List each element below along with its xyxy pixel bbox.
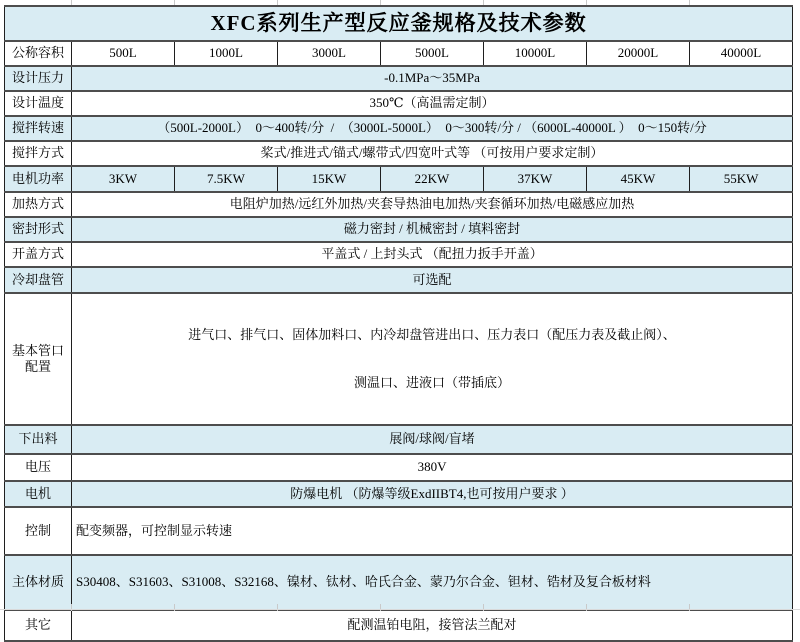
row-label-stirring-mode: 搅拌方式 — [5, 141, 72, 166]
capacity-cell-1: 1000L — [175, 41, 278, 66]
row-stirring-speed — [5, 116, 793, 141]
power-cell-2: 15KW — [278, 166, 381, 192]
row-value-control: 配变频器，可控制显示转速 — [72, 507, 793, 555]
row-label-control: 控制 — [5, 507, 72, 555]
power-cell-0: 3KW — [72, 166, 175, 192]
capacity-cell-0: 500L — [72, 41, 175, 66]
table-title-row — [5, 6, 793, 41]
capacity-cell-3: 5000L — [381, 41, 484, 66]
capacity-cell-6: 40000L — [690, 41, 793, 66]
row-nominal-capacity — [5, 41, 793, 66]
row-design-pressure — [5, 66, 793, 91]
row-stirring-mode — [5, 141, 793, 166]
row-value-basic-ports-line1: 进气口、排气口、固体加料口、内冷却盘管进出口、压力表口（配压力表及截止阀）、 — [188, 326, 676, 342]
row-value-design-pressure: -0.1MPa～35MPa — [72, 66, 793, 91]
power-cell-4: 37KW — [484, 166, 587, 192]
row-label-voltage: 电压 — [5, 454, 72, 481]
row-value-main-material: S30408、S31603、S31008、S32168、镍材、钛材、哈氏合金、蒙乃尔合金、钽材、锆材及复合板材料 — [72, 555, 793, 610]
row-voltage — [5, 454, 793, 481]
row-value-design-temperature: 350℃（高温需定制） — [72, 91, 793, 116]
power-cell-6: 55KW — [690, 166, 793, 192]
row-value-stirring-speed: （500L-2000L） 0～400转/分 / （3000L-5000L） 0～300转/分 / （6000L-40000L ） 0～150转/分 — [72, 116, 793, 141]
row-basic-ports — [5, 293, 793, 425]
row-label-seal-type: 密封形式 — [5, 217, 72, 242]
capacity-cell-5: 20000L — [587, 41, 690, 66]
row-label-basic-ports-line1: 基本管口 — [11, 342, 64, 358]
page-title: XFC系列生产型反应釜规格及技术参数 — [5, 6, 793, 41]
capacity-cell-2: 3000L — [278, 41, 381, 66]
row-label-design-pressure: 设计压力 — [5, 66, 72, 91]
row-bottom-discharge — [5, 425, 793, 454]
row-label-basic-ports-line2: 配置 — [24, 359, 51, 374]
row-value-motor: 防爆电机 （防爆等级ExdIIBT4,也可按用户要求 ） — [72, 481, 793, 507]
row-value-basic-ports-line2: 测温口、进液口（带插底） — [354, 375, 511, 391]
row-label-lid-opening: 开盖方式 — [5, 242, 72, 267]
row-seal-type — [5, 217, 793, 242]
row-value-bottom-discharge: 展阀/球阀/盲堵 — [72, 425, 793, 454]
capacity-cell-4: 10000L — [484, 41, 587, 66]
row-label-motor: 电机 — [5, 481, 72, 507]
row-motor-power — [5, 166, 793, 192]
row-value-other: 配测温铂电阻，接管法兰配对 — [72, 610, 793, 641]
row-other — [5, 610, 793, 641]
row-label-cooling-coil: 冷却盘管 — [5, 267, 72, 293]
row-value-heating-mode: 电阻炉加热/远红外加热/夹套导热油电加热/夹套循环加热/电磁感应加热 — [72, 192, 793, 217]
row-label-other: 其它 — [5, 610, 72, 641]
row-label-stirring-speed: 搅拌转速 — [5, 116, 72, 141]
power-cell-3: 22KW — [381, 166, 484, 192]
row-heating-mode — [5, 192, 793, 217]
row-value-lid-opening: 平盖式 / 上封头式 （配扭力扳手开盖） — [72, 242, 793, 267]
row-motor — [5, 481, 793, 507]
row-label-nominal-capacity: 公称容积 — [5, 41, 72, 66]
power-cell-1: 7.5KW — [175, 166, 278, 192]
row-design-temperature — [5, 91, 793, 116]
power-cell-5: 45KW — [587, 166, 690, 192]
spec-table — [4, 5, 793, 642]
row-lid-opening — [5, 242, 793, 267]
row-main-material — [5, 555, 793, 610]
row-control — [5, 507, 793, 555]
row-label-motor-power: 电机功率 — [5, 166, 72, 192]
row-value-cooling-coil: 可选配 — [72, 267, 793, 293]
row-value-basic-ports — [72, 293, 793, 425]
row-cooling-coil — [5, 267, 793, 293]
row-label-basic-ports — [5, 293, 72, 425]
row-label-heating-mode: 加热方式 — [5, 192, 72, 217]
row-value-voltage: 380V — [72, 454, 793, 481]
row-label-bottom-discharge: 下出料 — [5, 425, 72, 454]
grid-line — [0, 609, 800, 610]
row-value-seal-type: 磁力密封 / 机械密封 / 填料密封 — [72, 217, 793, 242]
row-value-stirring-mode: 桨式/推进式/锚式/螺带式/四宽叶式等 （可按用户要求定制） — [72, 141, 793, 166]
row-label-main-material: 主体材质 — [5, 555, 72, 610]
row-label-design-temperature: 设计温度 — [5, 91, 72, 116]
